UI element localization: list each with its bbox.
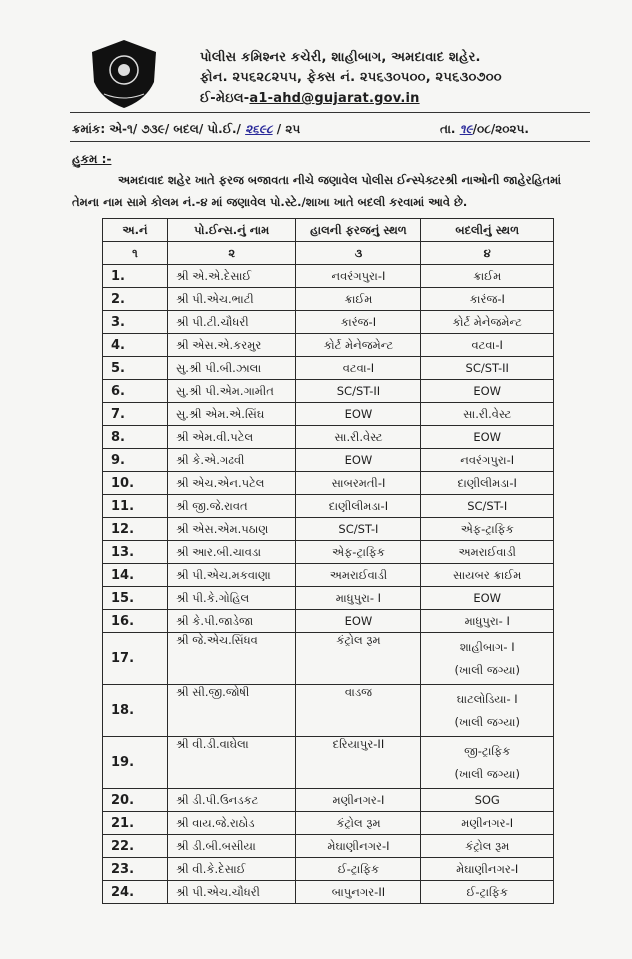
table-colnum-row [103, 242, 554, 265]
row-current-post: ઈ-ટ્રાફિક [296, 858, 421, 881]
row-current-post: દરિયાપુર-II [296, 737, 421, 789]
row-officer-name: શ્રી એસ.એમ.પઠાણ [167, 518, 295, 541]
row-officer-name: શ્રી જી.જે.રાવત [167, 495, 295, 518]
row-transfer-post [421, 564, 554, 587]
transfer-place: કારંજ-I [469, 291, 505, 306]
header-divider [70, 112, 590, 113]
transfer-place: નવરંગપુરા-I [460, 452, 515, 467]
row-serial: 5. [103, 357, 168, 380]
row-officer-name: શ્રી પી.એચ.ભાટી [167, 288, 295, 311]
table-row [103, 858, 554, 881]
row-transfer-post [421, 288, 554, 311]
row-current-post: EOW [296, 610, 421, 633]
row-serial: 13. [103, 541, 168, 564]
row-serial: 19. [103, 737, 168, 789]
row-officer-name: શ્રી સી.જી.જોષી [167, 685, 295, 737]
row-officer-name: શ્રી જે.એચ.સિંધવ [167, 633, 295, 685]
row-transfer-post [421, 311, 554, 334]
row-current-post: કંટ્રોલ રૂમ [296, 633, 421, 685]
row-transfer-post [421, 610, 554, 633]
colnum-2: ૨ [167, 242, 295, 265]
row-serial: 4. [103, 334, 168, 357]
table-row [103, 334, 554, 357]
table-row [103, 737, 554, 789]
row-serial: 9. [103, 449, 168, 472]
row-officer-name: સુ.શ્રી પી.બી.ઝાલા [167, 357, 295, 380]
header-serial: અ.નં [103, 219, 168, 242]
row-current-post: વટવા-I [296, 357, 421, 380]
row-serial: 21. [103, 812, 168, 835]
transfer-place: કંટ્રોલ રૂમ [465, 838, 510, 853]
row-current-post: સા.રી.વેસ્ટ [296, 426, 421, 449]
table-row [103, 610, 554, 633]
table-row [103, 789, 554, 812]
table-row [103, 633, 554, 685]
row-officer-name: શ્રી આર.બી.ચાવડા [167, 541, 295, 564]
transfer-place: મેઘાણીનગર-I [456, 861, 519, 876]
table-row [103, 357, 554, 380]
row-transfer-post [421, 858, 554, 881]
transfer-place: SC/ST-II [465, 361, 509, 375]
gujarat-police-logo [84, 38, 164, 110]
row-serial: 12. [103, 518, 168, 541]
row-transfer-post [421, 518, 554, 541]
row-current-post: બાપુનગર-II [296, 881, 421, 904]
email-link[interactable]: a1-ahd@gujarat.gov.in [249, 91, 420, 106]
handwritten-number: ૨૬૯૮ [245, 122, 273, 136]
row-officer-name: શ્રી પી.કે.ગોહિલ [167, 587, 295, 610]
transfer-place: સાયબર ક્રાઈમ [453, 567, 522, 582]
table-row [103, 518, 554, 541]
table-header-row [103, 219, 554, 242]
row-serial: 11. [103, 495, 168, 518]
transfer-place: EOW [473, 384, 502, 398]
row-current-post: મણીનગર-I [296, 789, 421, 812]
table-row [103, 587, 554, 610]
colnum-1: ૧ [103, 242, 168, 265]
transfer-place: એફ-ટ્રાફિક [460, 521, 514, 536]
row-transfer-post [421, 449, 554, 472]
row-transfer-post [421, 495, 554, 518]
header-name: પો.ઈન્સ.નું નામ [167, 219, 295, 242]
row-officer-name: શ્રી એમ.વી.પટેલ [167, 426, 295, 449]
row-serial: 8. [103, 426, 168, 449]
colnum-3: ૩ [296, 242, 421, 265]
row-transfer-post [421, 403, 554, 426]
row-current-post: નવરંગપુરા-I [296, 265, 421, 288]
transfer-table [102, 218, 554, 904]
paragraph-line-1: અમદાવાદ શહેર ખાતે ફરજ બજાવતા નીચે જણાવેલ પોલીસ ઈન્સ્પેક્ટરશ્રી નાઓની જાહેરહિતમાં [118, 173, 562, 187]
row-officer-name: શ્રી પી.એચ.મકવાણા [167, 564, 295, 587]
transfer-place: કોર્ટ મેનેજમેન્ટ [452, 314, 522, 329]
row-transfer-post [421, 789, 554, 812]
row-current-post: EOW [296, 403, 421, 426]
row-current-post: સાબરમતી-I [296, 472, 421, 495]
row-transfer-post [421, 685, 554, 737]
row-transfer-post [421, 737, 554, 789]
transfer-place: ઘાટલોડિયા- I [456, 691, 518, 706]
reference-divider [70, 141, 590, 142]
transfer-place: SC/ST-I [467, 499, 508, 513]
row-serial: 7. [103, 403, 168, 426]
row-serial: 22. [103, 835, 168, 858]
table-row [103, 835, 554, 858]
row-current-post: દાણીલીમડા-I [296, 495, 421, 518]
table-row [103, 472, 554, 495]
row-serial: 20. [103, 789, 168, 812]
transfer-place: માધુપુરા- I [464, 613, 510, 628]
row-transfer-post [421, 265, 554, 288]
office-address: પોલીસ કમિશ્નર કચેરી, શાહીબાગ, અમદાવાદ શહેર. [200, 50, 481, 65]
transfer-place: મણીનગર-I [461, 815, 514, 830]
row-serial: 23. [103, 858, 168, 881]
row-transfer-post [421, 881, 554, 904]
handwritten-day: ૧૯ [459, 122, 473, 136]
table-row [103, 541, 554, 564]
row-transfer-post [421, 472, 554, 495]
row-officer-name: સુ.શ્રી એમ.એ.સિંઘ [167, 403, 295, 426]
row-current-post: મેઘાણીનગર-I [296, 835, 421, 858]
header-transfer: બદલીનું સ્થળ [421, 219, 554, 242]
row-serial: 15. [103, 587, 168, 610]
phone-fax: ફોન. ૨૫૬૨૮૨૫૫, ફેક્સ નં. ૨૫૬૩૦૫૦૦, ૨૫૬૩૦૭૦૦ [200, 70, 502, 85]
transfer-place: સા.રી.વેસ્ટ [463, 406, 512, 421]
row-officer-name: શ્રી એ.એ.દેસાઈ [167, 265, 295, 288]
row-current-post: કંટ્રોલ રૂમ [296, 812, 421, 835]
transfer-place: EOW [473, 591, 502, 605]
row-current-post: ક્રાઈમ [296, 288, 421, 311]
row-transfer-post [421, 380, 554, 403]
table-row [103, 265, 554, 288]
row-officer-name: શ્રી પી.એચ.ચૌધરી [167, 881, 295, 904]
row-transfer-post [421, 426, 554, 449]
row-officer-name: શ્રી એસ.એ.કરમુર [167, 334, 295, 357]
table-row [103, 311, 554, 334]
table-row [103, 685, 554, 737]
table-row [103, 881, 554, 904]
row-current-post: કારંજ-I [296, 311, 421, 334]
transfer-place: શાહીબાગ- I [459, 639, 515, 654]
row-serial: 14. [103, 564, 168, 587]
row-officer-name: શ્રી વાય.જે.રાઠોડ [167, 812, 295, 835]
order-date: તા. ૧૯/૦૮/૨૦૨૫. [440, 122, 529, 136]
row-transfer-post [421, 633, 554, 685]
table-body [103, 265, 554, 904]
row-serial: 6. [103, 380, 168, 403]
transfer-place: EOW [473, 430, 502, 444]
transfer-place: SOG [474, 793, 500, 807]
row-serial: 24. [103, 881, 168, 904]
row-officer-name: શ્રી એચ.એન.પટેલ [167, 472, 295, 495]
row-current-post: અમરાઈવાડી [296, 564, 421, 587]
table-row [103, 449, 554, 472]
row-serial: 2. [103, 288, 168, 311]
row-serial: 16. [103, 610, 168, 633]
row-officer-name: શ્રી કે.પી.જાડેજા [167, 610, 295, 633]
transfer-place: ઈ-ટ્રાફિક [466, 884, 508, 899]
row-officer-name: શ્રી પી.ટી.ચૌધરી [167, 311, 295, 334]
row-officer-name: શ્રી ડી.બી.બસીયા [167, 835, 295, 858]
row-current-post: એફ-ટ્રાફિક [296, 541, 421, 564]
table-row [103, 495, 554, 518]
table-row [103, 403, 554, 426]
row-current-post: વાડજ [296, 685, 421, 737]
email-label: ઈ-મેઇલ- [200, 91, 250, 106]
table-row [103, 426, 554, 449]
transfer-place: દાણીલીમડા-I [457, 475, 517, 490]
row-current-post: માધુપુરા- I [296, 587, 421, 610]
row-officer-name: શ્રી ડી.પી.ઉનડકટ [167, 789, 295, 812]
row-serial: 3. [103, 311, 168, 334]
row-transfer-post [421, 541, 554, 564]
row-officer-name: સુ.શ્રી પી.એમ.ગામીત [167, 380, 295, 403]
transfer-place: જી-ટ્રાફિક [464, 743, 511, 758]
table-row [103, 288, 554, 311]
row-transfer-post [421, 334, 554, 357]
paragraph-line-2: તેમના નામ સામે કોલમ નં.-૪ માં જણાવેલ પો.સ્ટે./શાખા ખાતે બદલી કરવામાં આવે છે. [72, 195, 468, 209]
row-serial: 10. [103, 472, 168, 495]
row-officer-name: શ્રી કે.એ.ગઢવી [167, 449, 295, 472]
transfer-place: વટવા-I [471, 337, 503, 352]
row-serial: 1. [103, 265, 168, 288]
row-transfer-post [421, 812, 554, 835]
transfer-place: ક્રાઈમ [473, 268, 502, 283]
table-row [103, 380, 554, 403]
transfer-place: અમરાઈવાડી [458, 544, 516, 559]
row-current-post: SC/ST-II [296, 380, 421, 403]
row-officer-name: શ્રી વી.કે.દેસાઈ [167, 858, 295, 881]
vacancy-note: (ખાલી જગ્યા) [454, 766, 520, 781]
table-row [103, 564, 554, 587]
email-line [200, 91, 420, 106]
header-current: હાલની ફરજનું સ્થળ [296, 219, 421, 242]
row-transfer-post [421, 835, 554, 858]
row-current-post: EOW [296, 449, 421, 472]
row-current-post: કોર્ટ મેનેજમેન્ટ [296, 334, 421, 357]
vacancy-note: (ખાલી જગ્યા) [454, 714, 520, 729]
row-current-post: SC/ST-I [296, 518, 421, 541]
row-serial: 17. [103, 633, 168, 685]
row-officer-name: શ્રી વી.ડી.વાઘેલા [167, 737, 295, 789]
reference-number: ક્રમાંક: એ-૧/ ૭૩૯/ બદલ/ પો.ઈ./ ૨૬૯૮ / ૨૫ [72, 122, 301, 136]
table-row [103, 812, 554, 835]
colnum-4: ૪ [421, 242, 554, 265]
row-transfer-post [421, 587, 554, 610]
order-title: હુકમ :- [72, 152, 112, 166]
row-transfer-post [421, 357, 554, 380]
vacancy-note: (ખાલી જગ્યા) [454, 662, 520, 677]
row-serial: 18. [103, 685, 168, 737]
